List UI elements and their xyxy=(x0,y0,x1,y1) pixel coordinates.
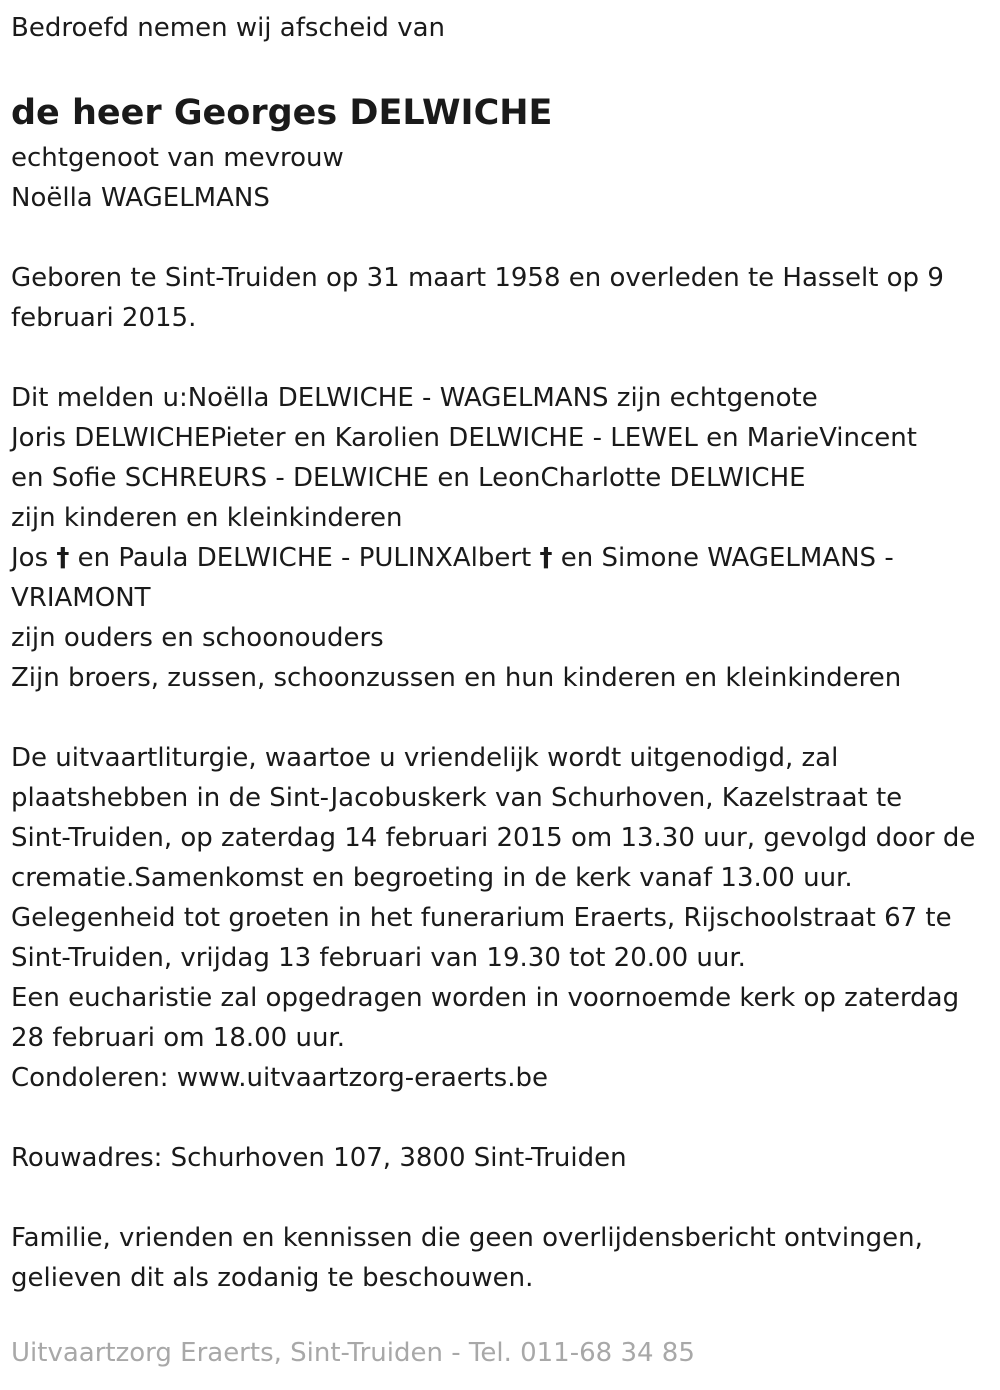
family-line-5-part-2: en Paula DELWICHE - PULINXAlbert xyxy=(69,543,540,573)
spacer xyxy=(11,218,990,258)
cross-icon: † xyxy=(56,543,70,573)
intro-text: Bedroefd nemen wij afscheid van xyxy=(11,13,445,43)
spacer xyxy=(11,698,990,738)
family-line-5-part-3: en Simone WAGELMANS - xyxy=(552,543,894,573)
family-line-2: Joris DELWICHEPieter en Karolien DELWICHE - LEWEL en MarieVincent xyxy=(11,423,917,453)
ceremony-line-2: plaatshebben in de Sint-Jacobuskerk van Schurhoven, Kazelstraat te xyxy=(11,783,903,813)
ceremony-line-4: crematie.Samenkomst en begroeting in de kerk vanaf 13.00 uur. xyxy=(11,863,853,893)
birth-death-line-2: februari 2015. xyxy=(11,303,197,333)
family-line-5-part-1: Jos xyxy=(11,543,57,573)
deceased-name: de heer Georges DELWICHE xyxy=(11,93,553,133)
spouse-line-1: echtgenoot van mevrouw xyxy=(11,143,344,173)
funeral-home-footer: Uitvaartzorg Eraerts, Sint-Truiden - Tel. 011-68 34 85 xyxy=(11,1338,695,1368)
ceremony-line-8: 28 februari om 18.00 uur. xyxy=(11,1023,346,1053)
birth-death-line-1: Geboren te Sint-Truiden op 31 maart 1958 en overleden te Hasselt op 9 xyxy=(11,263,944,293)
family-line-8: Zijn broers, zussen, schoonzussen en hun kinderen en kleinkinderen xyxy=(11,663,902,693)
cross-icon: † xyxy=(539,543,553,573)
family-line-1: Dit melden u:Noëlla DELWICHE - WAGELMANS zijn echtgenote xyxy=(11,383,818,413)
ceremony-line-7: Een eucharistie zal opgedragen worden in voornoemde kerk op zaterdag xyxy=(11,983,960,1013)
spouse-line-2: Noëlla WAGELMANS xyxy=(11,183,270,213)
mourning-address: Rouwadres: Schurhoven 107, 3800 Sint-Truiden xyxy=(11,1143,627,1173)
family-line-4: zijn kinderen en kleinkinderen xyxy=(11,503,403,533)
ceremony-line-5: Gelegenheid tot groeten in het funerarium Eraerts, Rijschoolstraat 67 te xyxy=(11,903,952,933)
family-line-6: VRIAMONT xyxy=(11,583,151,613)
spacer xyxy=(11,338,990,378)
ceremony-section xyxy=(11,738,990,1098)
closing-line-1: Familie, vrienden en kennissen die geen overlijdensbericht ontvingen, xyxy=(11,1223,923,1253)
ceremony-line-3: Sint-Truiden, op zaterdag 14 februari 2015 om 13.30 uur, gevolgd door de xyxy=(11,823,976,853)
condolence-line: Condoleren: www.uitvaartzorg-eraerts.be xyxy=(11,1063,548,1093)
family-line-3: en Sofie SCHREURS - DELWICHE en LeonCharlotte DELWICHE xyxy=(11,463,806,493)
ceremony-line-1: De uitvaartliturgie, waartoe u vriendelijk wordt uitgenodigd, zal xyxy=(11,743,839,773)
spacer xyxy=(11,1098,990,1138)
spacer xyxy=(11,1178,990,1218)
ceremony-line-6: Sint-Truiden, vrijdag 13 februari van 19.30 tot 20.00 uur. xyxy=(11,943,746,973)
family-section xyxy=(11,378,990,698)
closing-line-2: gelieven dit als zodanig te beschouwen. xyxy=(11,1263,534,1293)
family-line-7: zijn ouders en schoonouders xyxy=(11,623,384,653)
family-line-5 xyxy=(11,538,990,578)
